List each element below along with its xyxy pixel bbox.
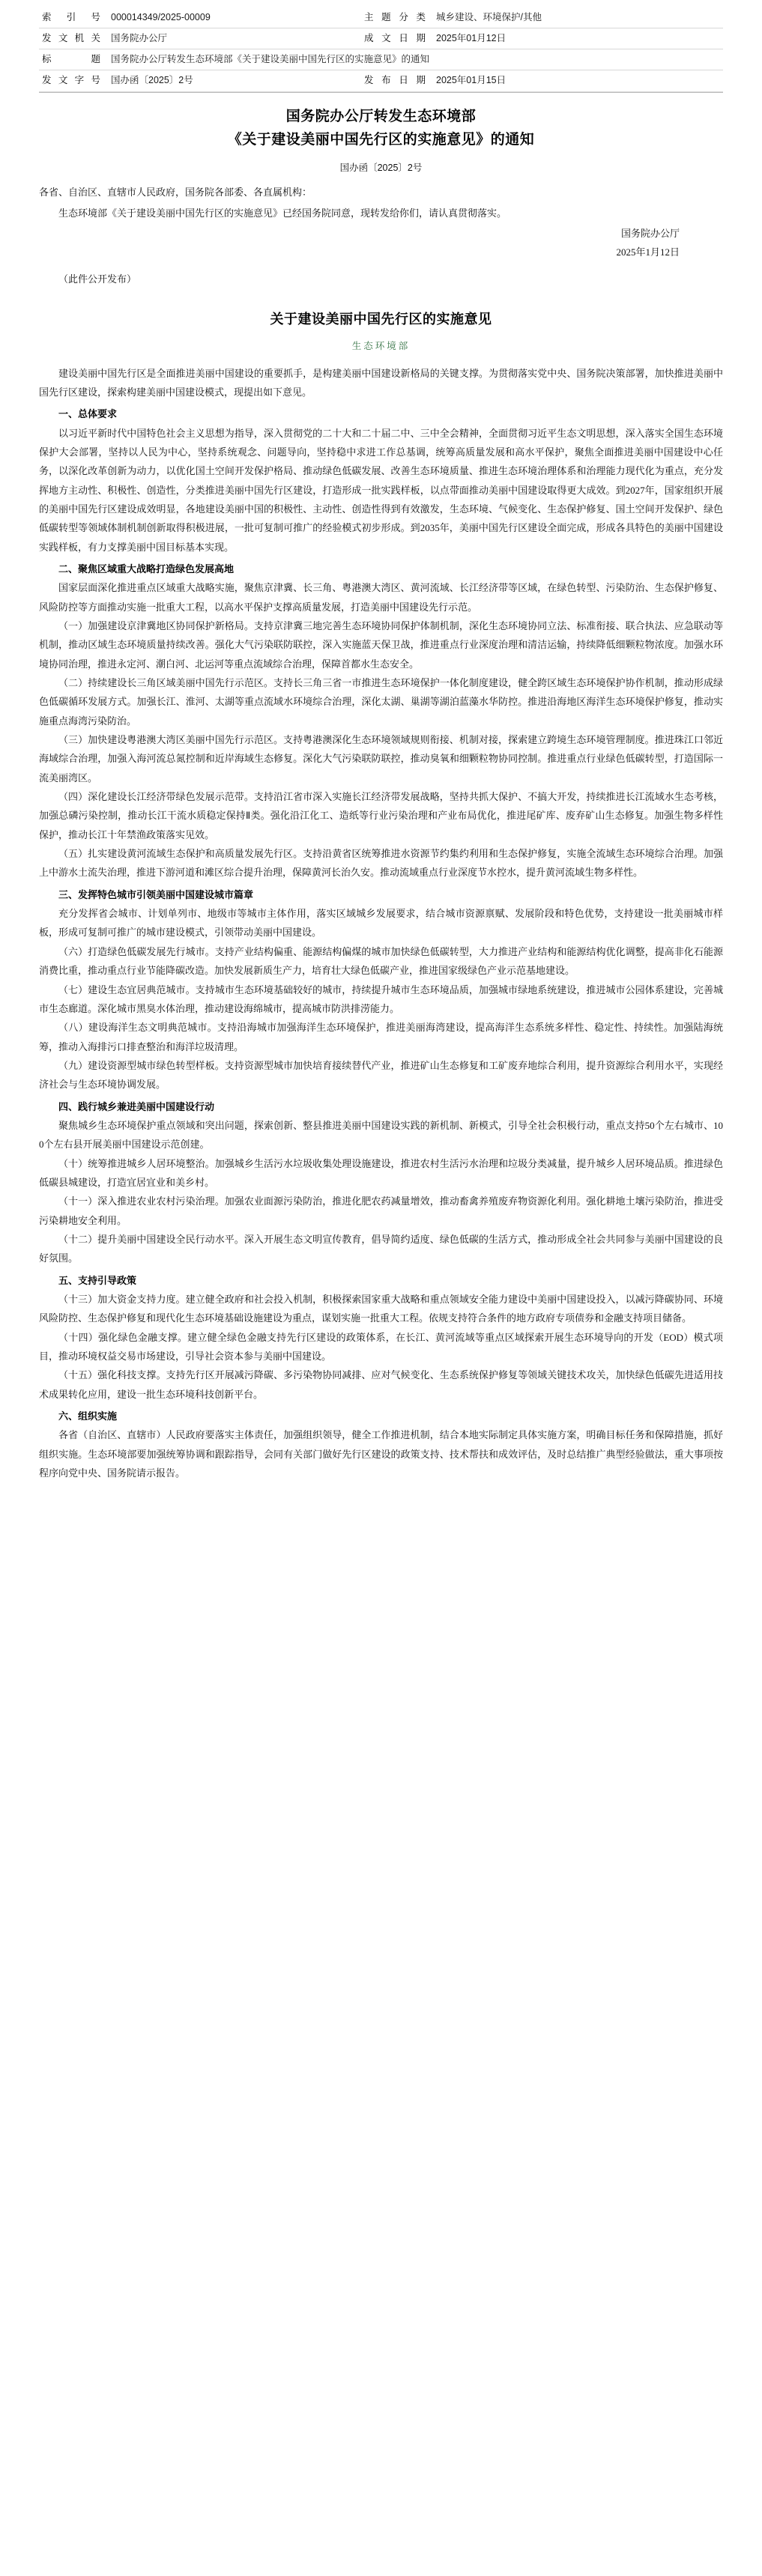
document-metadata-table (39, 7, 723, 92)
index-number-label: 索 引 号 (42, 12, 100, 22)
completion-date-value: 2025年01月12日 (436, 33, 507, 44)
opinion-paragraph: （一）加强建设京津冀地区协同保护新格局。支持京津冀三地完善生态环境协同保护体制机制，深化生态环境协同立法、标准衔接、联合执法、应急联动等机制，推动区域生态环境质量持续改善。强化大气污染联防联控，深入实施蓝天保卫战，推进重点行业深度治理和清洁运输，持续降低细颗粒物浓度。加强水环境协同治理，推进永定河、潮白河、北运河等重点流域综合治理，保障首都水生态安全。 (39, 619, 723, 670)
opinion-section-heading: 五、支持引导政策 (58, 1274, 137, 1286)
completion-date-label: 成文日期 (364, 33, 426, 44)
opinion-paragraph: 国家层面深化推进重点区域重大战略实施，聚焦京津冀、长三角、粤港澳大湾区、黄河流域、长江经济带等区域，在绿色转型、污染防治、生态保护修复、风险防控等方面推动实施一批重大工程，以高水平保护支撑高质量发展，打造美丽中国建设先行示范。 (39, 582, 723, 613)
opinion-section-heading: 三、发挥特色城市引领美丽中国建设城市篇章 (58, 888, 254, 900)
opinion-paragraph: （十二）提升美丽中国建设全民行动水平。深入开展生态文明宣传教育，倡导简约适度、绿色低碳的生活方式，推动形成全社会共同参与美丽中国建设的良好氛围。 (39, 1233, 723, 1264)
opinion-paragraph: （六）打造绿色低碳发展先行城市。支持产业结构偏重、能源结构偏煤的城市加快绿色低碳转型，大力推进产业结构和能源结构优化调整，提高非化石能源消费比重，推动重点行业节能降碳改造。加快发展新质生产力，培育壮大绿色低碳产业，推进国家级绿色产业示范基地建设。 (39, 945, 723, 977)
opinion-paragraph: （三）加快建设粤港澳大湾区美丽中国先行示范区。支持粤港澳深化生态环境领域规则衔接、机制对接，探索建立跨境生态环境管理制度。推进珠江口邻近海域综合治理，加强入海河流总氮控制和近岸海域生态修复。深化大气污染联防联控，推动臭氧和细颗粒物协同控制。推进重点行业绿色低碳转型，打造国际一流美丽湾区。 (39, 734, 723, 784)
opinion-section-heading: 四、践行城乡兼进美丽中国建设行动 (58, 1100, 215, 1112)
notice-title-line1: 国务院办公厅转发生态环境部 (285, 108, 477, 124)
opinion-section-heading: 一、总体要求 (58, 408, 118, 420)
opinion-paragraph: 聚焦城乡生态环境保护重点领域和突出问题，探索创新、整县推进美丽中国建设实践的新机制、新模式，引导全社会积极行动，重点支持50个左右城市、100个左右县开展美丽中国建设示范创建。 (39, 1119, 723, 1151)
opinion-paragraph: （五）扎实建设黄河流域生态保护和高质量发展先行区。支持沿黄省区统筹推进水资源节约集约利用和生态保护修复，实施全流域生态环境综合治理。加强上中游水土流失治理，推进下游河道和滩区综合提升治理，保障黄河长治久安。推动流域重点行业深度节水控水，提升黄河流域生物多样性。 (39, 848, 723, 879)
opinion-section-heading: 二、聚焦区域重大战略打造绿色发展高地 (58, 563, 235, 575)
opinion-paragraph: （七）建设生态宜居典范城市。支持城市生态环境基础较好的城市，持续提升城市生态环境品质，加强城市绿地系统建设，推进城市公园体系建设，完善城市生态廊道。深化城市黑臭水体治理，推动建设海绵城市，提高城市防洪排涝能力。 (39, 984, 723, 1014)
opinion-paragraph: （十四）强化绿色金融支撑。建立健全绿色金融支持先行区建设的政策体系，在长江、黄河流域等重点区域探索开展生态环境导向的开发（EOD）模式项目，推动环境权益交易市场建设，引导社会资本参与美丽中国建设。 (39, 1331, 723, 1363)
publish-date-label: 发布日期 (364, 75, 426, 86)
document-title-label: 标 题 (42, 54, 100, 65)
opinion-paragraph: 充分发挥省会城市、计划单列市、地级市等城市主体作用，落实区域城乡发展要求，结合城市资源禀赋、发展阶段和特色优势，支持建设一批美丽城市样板，形成可复制可推广的城市建设模式，引领带动美丽中国建设。 (39, 908, 723, 939)
notice-signature: 国务院办公厅 (620, 227, 680, 239)
opinion-paragraph: 各省（自治区、直辖市）人民政府要落实主体责任，加强组织领导，健全工作推进机制，结合本地实际制定具体实施方案，明确目标任务和保障措施，抓好组织实施。生态环境部要加强统筹协调和跟踪指导，会同有关部门做好先行区建设的政策支持、技术帮扶和成效评估，及时总结推广典型经验做法，重大事项按程序向党中央、国务院请示报告。 (39, 1429, 723, 1479)
document-number-label: 发文字号 (42, 75, 100, 86)
opinion-paragraph: 以习近平新时代中国特色社会主义思想为指导，深入贯彻党的二十大和二十届二中、三中全会精神，全面贯彻习近平生态文明思想，深入落实全国生态环境保护大会部署，坚持以人民为中心，坚持系统观念、问题导向，坚持稳中求进工作总基调，统筹高质量发展和高水平保护，聚焦全面推进美丽中国建设中心任务，以深化改革创新为动力，以优化国土空间开发保护格局、推动绿色低碳发展、改善生态环境质量、推进生态环境治理体系和治理能力现代化为重点，充分发挥地方主动性、积极性、创造性，分类推进美丽中国先行区建设，打造形成一批实践样板，以点带面推动美丽中国建设取得更大成效。到2027年，国家组织开展的美丽中国先行区建设成效明显，各地建设美丽中国的积极性、主动性、创造性得到有效激发，生态环境、气候变化、生态保护修复、国土空间开发保护、绿色低碳转型等领域体制机制创新取得积极进展，一批可复制可推广的经验模式初步形成。到2035年，美丽中国先行区建设全面完成，形成各具特色的美丽中国建设实践样板，有力支撑美丽中国目标基本实现。 (39, 427, 723, 553)
opinion-section-heading: 六、组织实施 (58, 1410, 118, 1422)
opinion-section (39, 308, 723, 1483)
opinion-body (39, 364, 723, 1483)
issuing-agency-label: 发文机关 (42, 33, 100, 44)
opinion-issuing-org: 生态环境部 (351, 340, 411, 351)
notice-title-line2: 《关于建设美丽中国先行区的实施意见》的通知 (227, 131, 535, 148)
opinion-paragraph: （九）建设资源型城市绿色转型样板。支持资源型城市加快培育接续替代产业，推进矿山生态修复和工矿废弃地综合利用，提升资源综合利用水平，实现经济社会与生态环境协调发展。 (39, 1059, 723, 1091)
notice-recipients: 各省、自治区、直辖市人民政府，国务院各部委、各直属机构： (39, 187, 312, 198)
notice-public-release-note: （此件公开发布） (58, 273, 137, 285)
metadata-row (39, 7, 723, 28)
metadata-row (39, 28, 723, 49)
opinion-paragraph: （八）建设海洋生态文明典范城市。支持沿海城市加强海洋生态环境保护，推进美丽海湾建设，提高海洋生态系统多样性、稳定性、持续性。加强陆海统筹，推动入海排污口排查整治和海洋垃圾清理。 (39, 1022, 723, 1052)
subject-category-value: 城乡建设、环境保护/其他 (436, 12, 542, 22)
notice-section (39, 105, 723, 288)
opinion-paragraph: （十）统筹推进城乡人居环境整治。加强城乡生活污水垃圾收集处理设施建设，推进农村生活污水治理和垃圾分类减量，提升城乡人居环境品质。推进绿色低碳县城建设，打造宜居宜业和美乡村。 (39, 1157, 723, 1188)
publish-date-value: 2025年01月15日 (436, 75, 507, 86)
notice-body: 生态环境部《关于建设美丽中国先行区的实施意见》已经国务院同意，现转发给你们，请认真贯彻落实。 (58, 207, 507, 219)
subject-category-label: 主题分类 (364, 12, 426, 22)
opinion-paragraph: （十三）加大资金支持力度。建立健全政府和社会投入机制，积极探索国家重大战略和重点领域安全能力建设中美丽中国建设投入，以减污降碳协同、环境风险防控、生态保护修复和现代化生态环境基础设施建设为重点，谋划实施一批重大工程。依规支持符合条件的地方政府专项债券和金融支持项目储备。 (39, 1294, 723, 1324)
metadata-row (39, 70, 723, 91)
opinion-paragraph: （四）深化建设长江经济带绿色发展示范带。支持沿江省市深入实施长江经济带发展战略，坚持共抓大保护、不搞大开发，持续推进长江流域水生态考核，加强总磷污染控制，推动长江干流水质稳定保持Ⅱ类。强化沿江化工、造纸等行业污染治理和产业布局优化，推进尾矿库、废弃矿山生态修复。加强生物多样性保护，推动长江十年禁渔政策落实见效。 (39, 791, 723, 840)
issuing-agency-value: 国务院办公厅 (111, 33, 168, 44)
opinion-paragraph: （十五）强化科技支撑。支持先行区开展减污降碳、多污染物协同减排、应对气候变化、生态系统保护修复等领域关键技术攻关，加快绿色低碳先进适用技术成果转化应用，建设一批生态环境科技创新平台。 (39, 1369, 723, 1400)
opinion-paragraph: （十一）深入推进农业农村污染治理。加强农业面源污染防治，推进化肥农药减量增效，推动畜禽养殖废弃物资源化利用。强化耕地土壤污染防治，推进受污染耕地安全利用。 (39, 1195, 723, 1226)
opinion-paragraph: （二）持续建设长三角区域美丽中国先行示范区。支持长三角三省一市推进生态环境保护一体化制度建设，健全跨区域生态环境保护协作机制，推动形成绿色低碳循环发展方式。加强长江、淮河、太湖等重点流域水环境综合治理，深化太湖、巢湖等湖泊蓝藻水华防控。推进沿海地区海洋生态环境保护修复，推动实施重点海湾污染防治。 (39, 677, 723, 727)
opinion-paragraph: 建设美丽中国先行区是全面推进美丽中国建设的重要抓手，是构建美丽中国建设新格局的关键支撑。为贯彻落实党中央、国务院决策部署，加快推进美丽中国先行区建设，探索构建美丽中国建设模式，现提出如下意见。 (39, 367, 723, 398)
opinion-title: 关于建设美丽中国先行区的实施意见 (270, 311, 492, 327)
notice-document-number: 国办函〔2025〕2号 (339, 163, 423, 174)
notice-signature-date: 2025年1月12日 (616, 246, 680, 258)
index-number-value: 000014349/2025-00009 (111, 12, 211, 22)
document-number-value: 国办函〔2025〕2号 (111, 75, 193, 86)
metadata-divider (39, 92, 723, 93)
metadata-row (39, 49, 723, 70)
document-title-value: 国务院办公厅转发生态环境部《关于建设美丽中国先行区的实施意见》的通知 (111, 54, 430, 65)
